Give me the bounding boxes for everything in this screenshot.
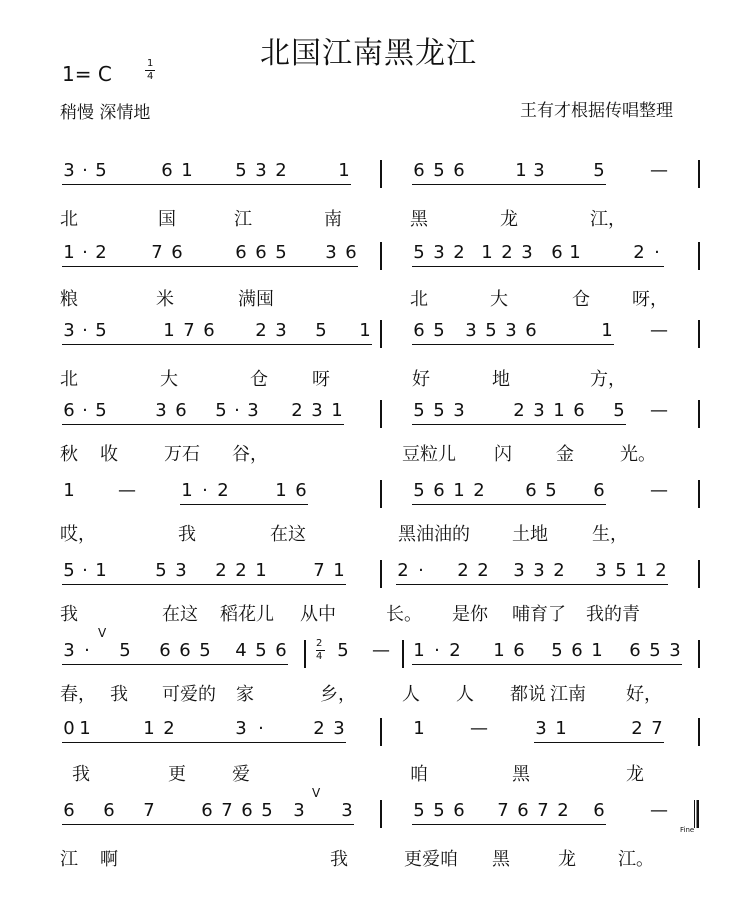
note: 3 xyxy=(505,320,517,341)
note: 2 xyxy=(95,242,107,263)
note: 2 xyxy=(449,640,461,661)
note: 3 xyxy=(513,560,525,581)
note: 1 xyxy=(601,320,613,341)
note: 7 xyxy=(537,800,549,821)
note: 5 xyxy=(199,640,211,661)
note: 5 xyxy=(119,640,131,661)
final-barline xyxy=(694,800,699,828)
barline xyxy=(380,800,382,828)
barline xyxy=(380,718,382,746)
note: 6 xyxy=(235,242,247,263)
note: 2 xyxy=(291,400,303,421)
note: 3 xyxy=(275,320,287,341)
note: 2 xyxy=(501,242,513,263)
lyric: 黑 xyxy=(512,764,530,785)
note: 3 xyxy=(63,160,75,181)
note: 3 xyxy=(325,242,337,263)
note: 3 xyxy=(453,400,465,421)
note: 3 xyxy=(533,400,545,421)
note: 1 xyxy=(413,718,425,739)
barline xyxy=(698,640,700,668)
note: 1 xyxy=(635,560,647,581)
beam xyxy=(412,344,614,345)
lyric: 米 xyxy=(156,289,174,310)
note: 7 xyxy=(313,560,325,581)
note: 1 xyxy=(555,718,567,739)
note: 5 xyxy=(95,160,107,181)
lyric: 秋 xyxy=(60,444,78,465)
note: 6 xyxy=(593,480,605,501)
lyric: 呀， xyxy=(632,289,668,310)
note: 0 xyxy=(63,718,75,739)
note: 6 xyxy=(593,800,605,821)
dash-note: — xyxy=(650,400,668,421)
note: 5 xyxy=(433,160,445,181)
lyric: 家 xyxy=(236,684,254,705)
note-row xyxy=(0,400,737,430)
dash-note: — xyxy=(650,480,668,501)
note: 5 xyxy=(649,640,661,661)
note: 1 xyxy=(569,242,581,263)
lyric: 乡， xyxy=(320,684,356,705)
note: 5 xyxy=(413,800,425,821)
note-row xyxy=(0,718,737,748)
dash-note: — xyxy=(470,718,488,739)
lyric: 闪 xyxy=(494,444,512,465)
note-row xyxy=(0,800,737,830)
lyric: 仓 xyxy=(250,369,268,390)
lyric: 呀 xyxy=(312,369,330,390)
lyric: 江南 xyxy=(550,684,586,705)
time-signature-top: 1 xyxy=(147,58,154,69)
note: 2 xyxy=(633,242,645,263)
lyric: 黑油油的 xyxy=(398,524,470,545)
lyric: 更爱咱 xyxy=(404,849,458,870)
lyric: 好 xyxy=(412,369,430,390)
dot-note: · xyxy=(82,320,88,341)
beam xyxy=(62,584,346,585)
note: 6 xyxy=(103,800,115,821)
note: 1 xyxy=(79,718,91,739)
note: 1 xyxy=(275,480,287,501)
note-row xyxy=(0,480,737,510)
note: 2 xyxy=(553,560,565,581)
note: 5 xyxy=(545,480,557,501)
lyric: 江。 xyxy=(618,849,654,870)
lyric: 爱 xyxy=(232,764,250,785)
lyric: 龙 xyxy=(558,849,576,870)
barline xyxy=(698,320,700,348)
note: 3 xyxy=(465,320,477,341)
note: 2 xyxy=(397,560,409,581)
dot-note: · xyxy=(82,242,88,263)
beam xyxy=(180,504,308,505)
note: 2 xyxy=(163,718,175,739)
note: 5 xyxy=(255,640,267,661)
lyric-row xyxy=(0,285,737,315)
note: 6 xyxy=(525,480,537,501)
note: 1 xyxy=(515,160,527,181)
lyric: 地 xyxy=(492,369,510,390)
lyric: 金 xyxy=(556,444,574,465)
lyric: 江， xyxy=(590,209,626,230)
lyric: 人 xyxy=(456,684,474,705)
lyric-row xyxy=(0,600,737,630)
lyric: 在这 xyxy=(162,604,198,625)
lyric: 更 xyxy=(168,764,186,785)
dash-note: — xyxy=(372,640,390,661)
beam xyxy=(412,824,606,825)
note: 5 xyxy=(155,560,167,581)
note: 2 xyxy=(313,718,325,739)
note: 4 xyxy=(235,640,247,661)
note: 1 xyxy=(181,160,193,181)
note: 2 xyxy=(631,718,643,739)
note: 1 xyxy=(331,400,343,421)
note: 6 xyxy=(453,160,465,181)
note: 6 xyxy=(433,480,445,501)
lyric: 可爱的 xyxy=(162,684,216,705)
note: 3 xyxy=(333,718,345,739)
dot-note: · xyxy=(654,242,660,263)
note: 6 xyxy=(571,640,583,661)
dot-note: · xyxy=(418,560,424,581)
note: 6 xyxy=(275,640,287,661)
barline xyxy=(380,242,382,270)
note: 3 xyxy=(533,560,545,581)
note: 1 xyxy=(181,480,193,501)
lyric: 北 xyxy=(60,209,78,230)
note: 1 xyxy=(338,160,350,181)
note: 1 xyxy=(453,480,465,501)
note: 1 xyxy=(63,242,75,263)
time-signature-change-top: 2 xyxy=(316,638,323,649)
barline xyxy=(698,560,700,588)
note: 1 xyxy=(95,560,107,581)
note: 5 xyxy=(433,800,445,821)
lyric: 北 xyxy=(410,289,428,310)
note: 3 xyxy=(63,320,75,341)
note: 5 xyxy=(315,320,327,341)
note: 2 xyxy=(275,160,287,181)
lyric: 我 xyxy=(178,524,196,545)
lyric-row xyxy=(0,205,737,235)
note-row xyxy=(0,242,737,272)
beam xyxy=(62,742,346,743)
dot-note: · xyxy=(84,640,90,661)
note: 2 xyxy=(473,480,485,501)
lyric: 啊 xyxy=(100,849,118,870)
dash-note: — xyxy=(650,800,668,821)
lyric: 方， xyxy=(590,369,626,390)
note: 6 xyxy=(63,400,75,421)
lyric: 稻花儿 xyxy=(220,604,274,625)
note: 6 xyxy=(255,242,267,263)
note: 2 xyxy=(255,320,267,341)
lyric: 龙 xyxy=(500,209,518,230)
note: 3 xyxy=(595,560,607,581)
beam xyxy=(62,664,288,665)
note: 2 xyxy=(453,242,465,263)
note: 5 xyxy=(337,640,349,661)
lyric: 万石 xyxy=(164,444,200,465)
beam xyxy=(62,344,372,345)
beam xyxy=(412,424,626,425)
barline xyxy=(698,718,700,746)
note: 6 xyxy=(629,640,641,661)
lyric-row xyxy=(0,440,737,470)
beam xyxy=(412,504,606,505)
lyric: 江 xyxy=(60,849,78,870)
note: 6 xyxy=(203,320,215,341)
lyric: 我 xyxy=(72,764,90,785)
time-signature-change-bottom: 4 xyxy=(316,651,323,662)
lyric-row xyxy=(0,365,737,395)
note: 6 xyxy=(513,640,525,661)
barline xyxy=(380,160,382,188)
arranger-credit: 王有才根据传唱整理 xyxy=(520,101,673,121)
time-signature-bottom: 4 xyxy=(147,71,154,82)
note: 5 xyxy=(615,560,627,581)
song-title: 北国江南黑龙江 xyxy=(260,36,477,71)
lyric: 好， xyxy=(626,684,662,705)
lyric: 人 xyxy=(402,684,420,705)
note: 7 xyxy=(221,800,233,821)
lyric: 国 xyxy=(158,209,176,230)
note: 3 xyxy=(155,400,167,421)
note: 5 xyxy=(215,400,227,421)
note: 1 xyxy=(493,640,505,661)
note: 5 xyxy=(95,320,107,341)
note: 6 xyxy=(241,800,253,821)
note: 2 xyxy=(513,400,525,421)
barline xyxy=(402,640,404,668)
beam xyxy=(62,824,354,825)
lyric: 满囤 xyxy=(238,289,274,310)
lyric: 我 xyxy=(60,604,78,625)
note-row xyxy=(0,320,737,350)
lyric: 收 xyxy=(100,444,118,465)
barline xyxy=(380,320,382,348)
note: 7 xyxy=(151,242,163,263)
lyric: 都说 xyxy=(510,684,546,705)
lyric: 仓 xyxy=(572,289,590,310)
lyric: 龙 xyxy=(626,764,644,785)
lyric: 大 xyxy=(490,289,508,310)
note: 1 xyxy=(553,400,565,421)
note: 2 xyxy=(217,480,229,501)
dot-note: · xyxy=(234,400,240,421)
tempo-marking: 稍慢 深情地 xyxy=(60,103,151,123)
note: 6 xyxy=(175,400,187,421)
note: 3 xyxy=(533,160,545,181)
note: 6 xyxy=(201,800,213,821)
note: 3 xyxy=(535,718,547,739)
beam xyxy=(412,664,682,665)
note: 5 xyxy=(95,400,107,421)
lyric: 是你 xyxy=(452,604,488,625)
note: 3 xyxy=(293,800,305,821)
note: 1 xyxy=(163,320,175,341)
dot-note: · xyxy=(258,718,264,739)
note: 2 xyxy=(457,560,469,581)
dot-note: · xyxy=(82,160,88,181)
lyric: 我的青 xyxy=(586,604,640,625)
barline xyxy=(380,400,382,428)
note: 5 xyxy=(593,160,605,181)
beam xyxy=(412,266,664,267)
lyric: 从中 xyxy=(300,604,336,625)
lyric: 生， xyxy=(592,524,628,545)
note: 1 xyxy=(143,718,155,739)
note: 3 xyxy=(255,160,267,181)
note: 3 xyxy=(235,718,247,739)
lyric-row xyxy=(0,520,737,550)
note: 6 xyxy=(161,160,173,181)
note: 5 xyxy=(413,400,425,421)
note: 5 xyxy=(613,400,625,421)
note: 6 xyxy=(295,480,307,501)
barline xyxy=(380,560,382,588)
note: 1 xyxy=(63,480,75,501)
note: 3 xyxy=(433,242,445,263)
note: 1 xyxy=(413,640,425,661)
dash-note: — xyxy=(650,320,668,341)
lyric: 黑 xyxy=(492,849,510,870)
note: 7 xyxy=(497,800,509,821)
note: 6 xyxy=(573,400,585,421)
note: 1 xyxy=(591,640,603,661)
lyric: 谷， xyxy=(232,444,268,465)
lyric: 哎， xyxy=(60,524,96,545)
note: 5 xyxy=(413,480,425,501)
beam xyxy=(62,266,358,267)
note: 5 xyxy=(63,560,75,581)
note: 2 xyxy=(655,560,667,581)
lyric: 我 xyxy=(110,684,128,705)
dot-note: · xyxy=(82,560,88,581)
lyric: 长。 xyxy=(386,604,422,625)
note: 5 xyxy=(275,242,287,263)
lyric: 春， xyxy=(60,684,96,705)
note: 3 xyxy=(669,640,681,661)
note: 5 xyxy=(413,242,425,263)
lyric: 黑 xyxy=(410,209,428,230)
note: 7 xyxy=(143,800,155,821)
barline xyxy=(698,242,700,270)
note-row xyxy=(0,560,737,590)
lyric: 在这 xyxy=(270,524,306,545)
note: 5 xyxy=(433,400,445,421)
note: 3 xyxy=(175,560,187,581)
dot-note: · xyxy=(202,480,208,501)
dash-note: — xyxy=(118,480,136,501)
note: 5 xyxy=(433,320,445,341)
note: 1 xyxy=(481,242,493,263)
lyric: 大 xyxy=(160,369,178,390)
note: 5 xyxy=(235,160,247,181)
breath-mark: V xyxy=(312,786,321,800)
note: 6 xyxy=(525,320,537,341)
lyric: 哺育了 xyxy=(512,604,566,625)
lyric: 粮 xyxy=(60,289,78,310)
note: 7 xyxy=(183,320,195,341)
lyric: 豆粒儿 xyxy=(402,444,456,465)
lyric: 土地 xyxy=(512,524,548,545)
dot-note: · xyxy=(434,640,440,661)
note: 3 xyxy=(247,400,259,421)
lyric: 南 xyxy=(324,209,342,230)
note: 6 xyxy=(171,242,183,263)
note: 2 xyxy=(477,560,489,581)
note: 6 xyxy=(517,800,529,821)
note: 3 xyxy=(341,800,353,821)
beam xyxy=(62,184,351,185)
lyric: 光。 xyxy=(620,444,656,465)
beam xyxy=(62,424,344,425)
breath-mark: V xyxy=(98,626,107,640)
lyric-row xyxy=(0,760,737,790)
note: 6 xyxy=(63,800,75,821)
note-row xyxy=(0,160,737,190)
beam xyxy=(396,584,668,585)
lyric: 我 xyxy=(330,849,348,870)
fine-mark: Fine xyxy=(680,826,695,834)
note: 3 xyxy=(521,242,533,263)
note: 3 xyxy=(63,640,75,661)
barline xyxy=(698,400,700,428)
lyric: 北 xyxy=(60,369,78,390)
note: 6 xyxy=(345,242,357,263)
note: 6 xyxy=(159,640,171,661)
note: 7 xyxy=(651,718,663,739)
dot-note: · xyxy=(82,400,88,421)
note: 6 xyxy=(453,800,465,821)
note: 5 xyxy=(261,800,273,821)
note: 1 xyxy=(333,560,345,581)
barline xyxy=(698,160,700,188)
lyric-row xyxy=(0,845,737,875)
note: 1 xyxy=(359,320,371,341)
beam xyxy=(412,184,606,185)
lyric: 咱 xyxy=(410,764,428,785)
note: 5 xyxy=(485,320,497,341)
lyric: 江 xyxy=(234,209,252,230)
note: 1 xyxy=(255,560,267,581)
beam xyxy=(534,742,664,743)
barline xyxy=(380,480,382,508)
note: 2 xyxy=(235,560,247,581)
barline xyxy=(698,480,700,508)
barline xyxy=(304,640,306,668)
note: 6 xyxy=(413,160,425,181)
note: 2 xyxy=(557,800,569,821)
note: 2 xyxy=(215,560,227,581)
note: 5 xyxy=(551,640,563,661)
note: 6 xyxy=(179,640,191,661)
note: 3 xyxy=(311,400,323,421)
note-row xyxy=(0,640,737,670)
dash-note: — xyxy=(650,160,668,181)
lyric-row xyxy=(0,680,737,710)
note: 6 xyxy=(551,242,563,263)
note: 6 xyxy=(413,320,425,341)
key-signature: 1= C xyxy=(62,62,112,86)
